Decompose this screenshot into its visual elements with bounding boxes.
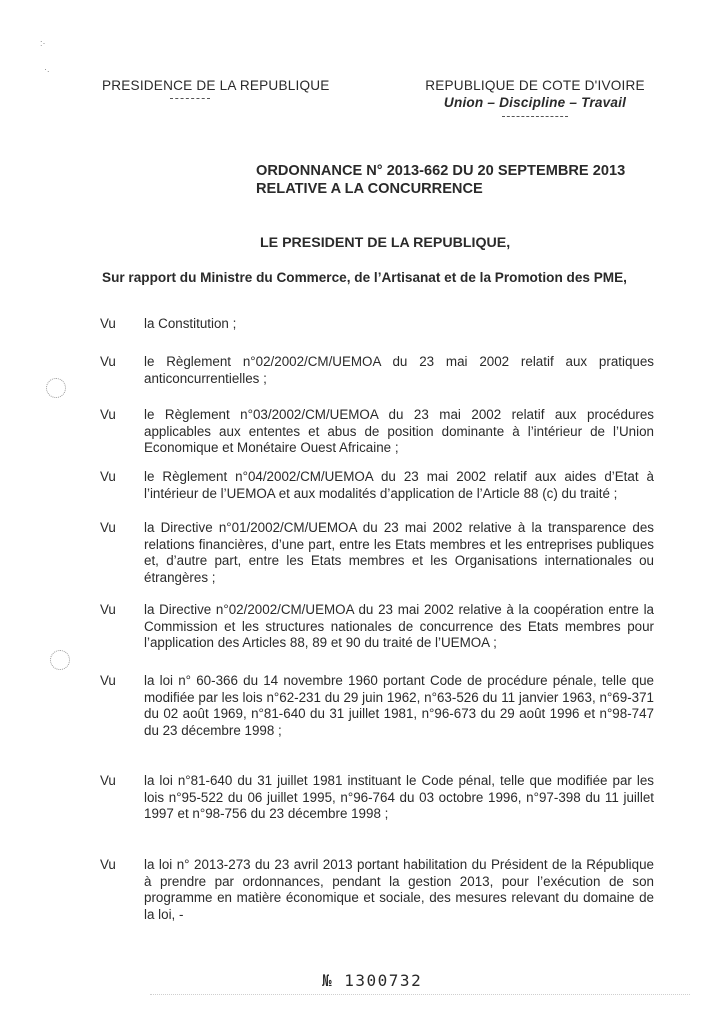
vu-label: Vu <box>100 316 116 331</box>
divider <box>502 116 568 117</box>
vu-text: la Directive n°01/2002/CM/UEMOA du 23 mai 2002 relative à la transparence des relations financières, d’une part, entre les Etats membres et les entreprises publiques et, d’autre part, entre les Etats membres et les Organisations internationales ou étrangères ; <box>144 520 654 585</box>
vu-text: la loi n°81-640 du 31 juillet 1981 instituant le Code pénal, telle que modifiée par les lois n°95-522 du 06 juillet 1995, n°96-764 du 03 octobre 1996, n°97-398 du 11 juillet 1997 et n°98-756 du 23 décembre 1998 ; <box>144 773 654 821</box>
vu-item <box>100 773 654 823</box>
vu-item <box>100 673 654 739</box>
document-title <box>256 162 625 198</box>
vu-label: Vu <box>100 602 116 617</box>
title-line-2: RELATIVE A LA CONCURRENCE <box>256 181 483 197</box>
president-heading: LE PRESIDENT DE LA REPUBLIQUE, <box>260 235 511 251</box>
vu-item <box>100 857 654 923</box>
vu-text: la Constitution ; <box>144 316 237 331</box>
vu-label: Vu <box>100 673 116 688</box>
scan-noise <box>150 994 690 1009</box>
vu-label: Vu <box>100 469 116 484</box>
vu-item <box>100 354 654 387</box>
vu-text: la loi n° 2013-273 du 23 avril 2013 portant habilitation du Président de la République à prendre par ordonnances, pendant la gestion 2013, pour l’exécution de son programme en matière économique et sociale, des mesures relevant du domaine de la loi, - <box>144 857 654 922</box>
punch-hole-mark <box>46 378 66 398</box>
vu-text: la loi n° 60-366 du 14 novembre 1960 portant Code de procédure pénale, telle que modifiée par les lois n°62-231 du 29 juin 1962, n°63-526 du 11 janvier 1963, n°69-371 du 02 août 1969, n°81-640 du 31 juillet 1981, n°96-673 du 29 août 1996 et n°98-747 du 23 décembre 1998 ; <box>144 673 654 738</box>
vu-item <box>100 602 654 652</box>
vu-item <box>100 520 654 586</box>
vu-text: la Directive n°02/2002/CM/UEMOA du 23 mai 2002 relative à la coopération entre la Commission et les structures nationales de concurrence des Etats membres pour l’application des Articles 88, 89 et 90 du traité de l’UEMOA ; <box>144 602 654 650</box>
punch-hole-mark <box>50 650 70 670</box>
vu-label: Vu <box>100 773 116 788</box>
scan-speck: ·. <box>44 64 50 74</box>
vu-label: Vu <box>100 354 116 369</box>
serial-number-stamp: № 1300732 <box>322 971 423 990</box>
divider <box>170 98 210 99</box>
scan-speck: :· <box>40 38 46 48</box>
vu-label: Vu <box>100 520 116 535</box>
issuing-authority <box>102 78 342 93</box>
national-motto: Union – Discipline – Travail <box>443 95 627 110</box>
vu-item <box>100 407 654 457</box>
vu-item <box>100 316 654 333</box>
vu-label: Vu <box>100 407 116 422</box>
authority-label: PRESIDENCE DE LA REPUBLIQUE <box>102 78 330 93</box>
country-name: REPUBLIQUE DE COTE D'IVOIRE <box>425 78 645 93</box>
vu-text: le Règlement n°04/2002/CM/UEMOA du 23 mai 2002 relatif aux aides d’Etat à l’intérieur de l’UEMOA et aux modalités d’application de l’Article 88 (c) du traité ; <box>144 469 654 501</box>
vu-item <box>100 469 654 502</box>
vu-text: le Règlement n°03/2002/CM/UEMOA du 23 mai 2002 relatif aux procédures applicables aux ententes et abus de position dominante à l’intérieur de l’Union Economique et Monétaire Ouest Africaine ; <box>144 407 654 455</box>
title-line-1: ORDONNANCE N° 2013-662 DU 20 SEPTEMBRE 2013 <box>256 163 626 179</box>
vu-text: le Règlement n°02/2002/CM/UEMOA du 23 mai 2002 relatif aux pratiques anticoncurrentielles ; <box>144 354 654 386</box>
report-line: Sur rapport du Ministre du Commerce, de l’Artisanat et de la Promotion des PME, <box>102 270 627 285</box>
vu-label: Vu <box>100 857 116 872</box>
country-header <box>420 78 650 117</box>
